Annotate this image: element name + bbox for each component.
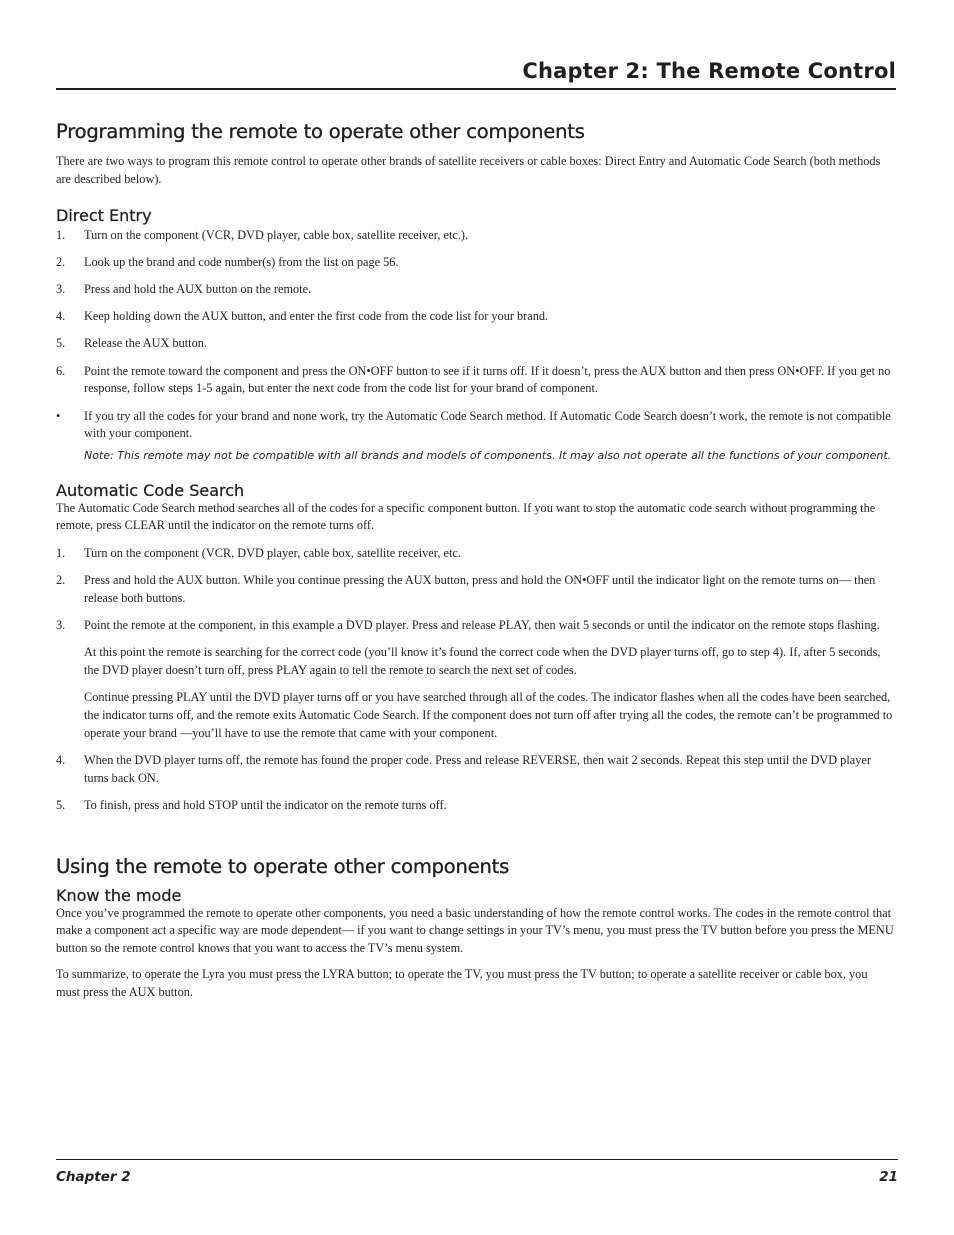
list-item (56, 281, 894, 299)
step-text: If you try all the codes for your brand and none work, try the Automatic Code Search method. If Automatic Code Search doesn’t work, the remote is not compatible with your component. (84, 408, 891, 441)
step-text: Point the remote at the component, in this example a DVD player. Press and release PLAY, then wait 5 seconds or until the indicator on the remote stops flashing. (84, 617, 880, 632)
list-item (56, 308, 894, 326)
step-number: 4. (56, 752, 66, 767)
bullet: • (56, 408, 61, 423)
subsection-title-know-the-mode: Know the mode (56, 885, 182, 905)
step-text: To finish, press and hold STOP until the indicator on the remote turns off. (84, 797, 447, 812)
chapter-header (56, 58, 896, 90)
subsection-title-direct-entry: Direct Entry (56, 205, 152, 225)
step-text: Look up the brand and code number(s) from the list on page 56. (84, 254, 399, 269)
step-number: 2. (56, 254, 66, 269)
step-continuation: At this point the remote is searching for the correct code (you’ll know it’s found the correct code when the DVD player turns off, go to step 4). If, after 5 seconds, the DVD player doesn’t turn off, press PLAY again to tell the remote to search the next set of codes. (84, 644, 881, 677)
step-number: 6. (56, 363, 66, 378)
list-item (56, 752, 894, 788)
subsection-title-automatic-code-search: Automatic Code Search (56, 480, 245, 500)
section-title-using-remote: Using the remote to operate other components (56, 854, 510, 878)
page-footer (56, 1159, 898, 1190)
step-number: 5. (56, 336, 66, 351)
step-text: Keep holding down the AUX button, and enter the first code from the code list for your brand. (84, 309, 549, 324)
step-text: Turn on the component (VCR, DVD player, cable box, satellite receiver, etc. (84, 545, 461, 560)
step-number: 4. (56, 309, 66, 324)
list-item (56, 797, 894, 815)
step-text: Point the remote toward the component and press the ON•OFF button to see if it turns off. If it doesn’t, press the AUX button and then press ON•OFF. If you get no response, follow steps 1-5 again, but enter the next code from the code list for your brand of component. (84, 363, 891, 396)
intro-paragraph: There are two ways to program this remote control to operate other brands of satellite receivers or cable boxes: Direct Entry and Automatic Code Search (both methods are described below). (56, 154, 881, 186)
step-text: Release the AUX button. (84, 336, 207, 351)
footer-chapter-label: Chapter 2 (56, 1169, 131, 1185)
step-text: Turn on the component (VCR, DVD player, cable box, satellite receiver, etc.). (84, 227, 469, 242)
step-number: 3. (56, 617, 66, 632)
list-item (56, 545, 894, 563)
step-text: When the DVD player turns off, the remote has found the proper code. Press and release REVERSE, then wait 2 seconds. Repeat this step until the DVD player turns back ON. (84, 752, 871, 785)
step-number: 3. (56, 281, 66, 296)
step-number: 1. (56, 227, 66, 242)
step-text: Press and hold the AUX button. While you continue pressing the AUX button, press and hold the ON•OFF until the indicator light on the remote turns on— then release both buttons. (84, 572, 876, 605)
step-text: Press and hold the AUX button on the remote. (84, 281, 312, 296)
list-item (56, 617, 894, 635)
section-title-programming: Programming the remote to operate other components (56, 120, 585, 143)
step-number: 5. (56, 797, 66, 812)
list-item (56, 335, 894, 353)
list-item (56, 227, 894, 245)
list-item (56, 572, 894, 608)
list-item-bullet (56, 408, 894, 444)
summary-paragraph: To summarize, to operate the Lyra you must press the LYRA button; to operate the TV, you must press the TV button; to operate a satellite receiver or cable box, you must press the AUX button. (56, 966, 868, 999)
step-continuation: Continue pressing PLAY until the DVD player turns off or you have searched through all of the codes. The indicator flashes when all the codes have been searched, the indicator turns off, and the remote exits Automatic Code Search. If the component does not turn off after trying all the codes, the remote can’t be programmed to operate your brand —you’ll have to use the remote that came with your component. (84, 689, 893, 740)
step-number: 1. (56, 545, 66, 560)
step-number: 2. (56, 572, 66, 587)
know-mode-paragraph: Once you’ve programmed the remote to operate other components, you need a basic understanding of how the remote control works. The codes in the remote control that make a component act a specific way are mode dependent— if you want to change settings in your TV’s menu, you must press the TV button before you press the MENU button so the remote control knows that you want to access the TV’s menu system. (56, 905, 894, 956)
auto-search-intro: The Automatic Code Search method searches all of the codes for a specific component button. If you want to stop the automatic code search without programming the remote, press CLEAR until the indicator on the remote turns off. (56, 500, 876, 533)
page-number: 21 (879, 1169, 898, 1185)
list-item (56, 254, 894, 272)
list-item (56, 363, 894, 399)
page-content (56, 120, 894, 1001)
compatibility-note: Note: This remote may not be compatible with all brands and models of components. It may also not operate all the functions of your component. (84, 449, 892, 463)
chapter-title: Chapter 2: The Remote Control (522, 59, 896, 83)
